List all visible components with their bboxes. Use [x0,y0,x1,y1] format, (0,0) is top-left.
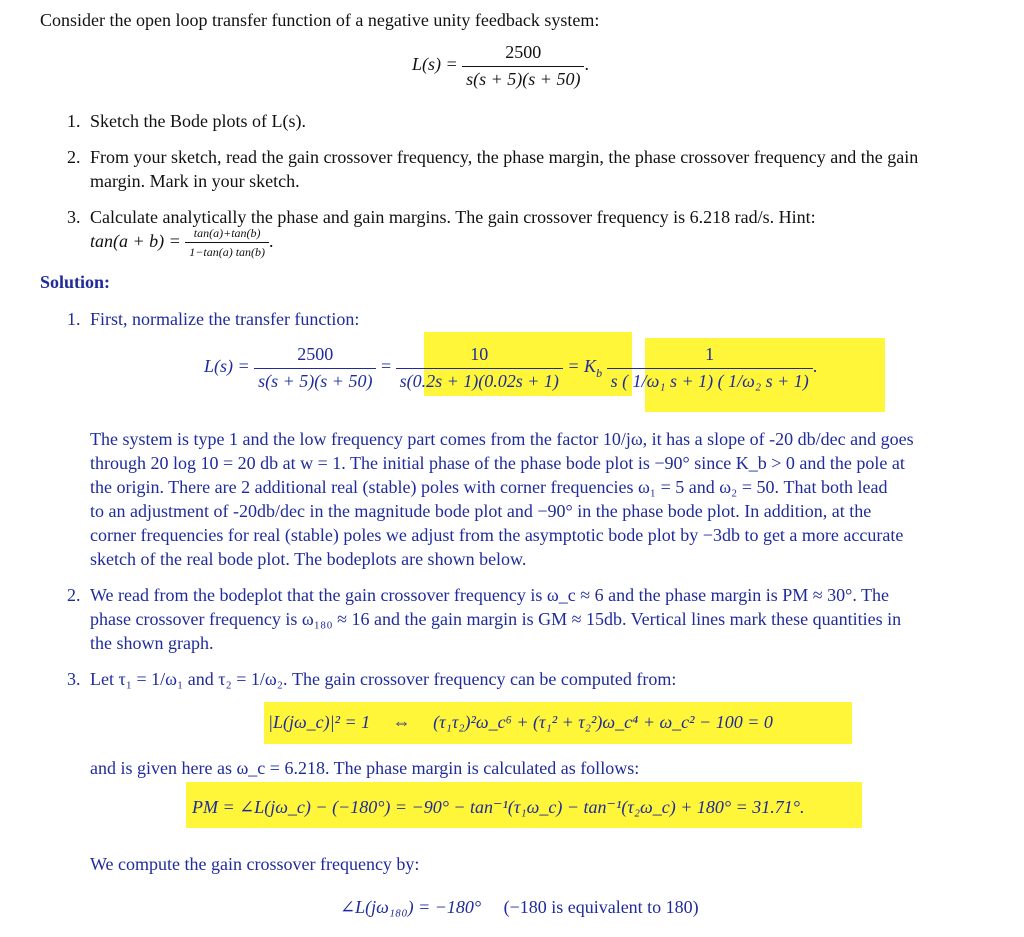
eq-L-tail: . [584,54,589,75]
eq-gc-rhs: (τ₁τ₂)²ω_c⁶ + (τ₁² + τ₂²)ω_c⁴ + ω_c² − 100 = 0 [433,712,773,732]
solution-heading: Solution: [40,272,111,292]
eq-norm-num2: 10 [470,344,489,364]
s3-text: Let τ₁ = 1/ω₁ and τ₂ = 1/ω₂. The gain crossover frequency can be computed from: [90,669,677,689]
q1-num: 1. [67,111,81,131]
q2-line1: From your sketch, read the gain crossover frequency, the phase margin, the phase crossover frequency and the gain [90,147,919,167]
eq-gc-iff: ⇔ [392,712,411,732]
eq-last-lhs: ∠L(jω₁₈₀) = −180° [340,897,482,917]
compute-text: We compute the gain crossover frequency by: [90,854,420,874]
q1-text: Sketch the Bode plots of L(s). [90,111,306,131]
s2-line: phase crossover frequency is ω₁₈₀ ≈ 16 and the gain margin is GM ≈ 15db. Vertical lines mark these quantities in [90,609,902,629]
s1-text: First, normalize the transfer function: [90,309,360,329]
eq-norm [204,344,817,392]
para1-line: through 20 log 10 = 20 db at w = 1. The initial phase of the phase bode plot is −90° since K_b > 0 and the pole at [90,453,905,473]
given-text: and is given here as ω_c = 6.218. The phase margin is calculated as follows: [90,758,640,778]
q3-hint-tail: . [269,231,274,252]
eq-L [412,42,589,90]
para1-line: to an adjustment of -20db/dec in the magnitude bode plot and −90° in the phase bode plot. In addition, at the [90,501,872,521]
q3-hint-num: tan(a)+tan(b) [193,226,261,240]
s2-line: We read from the bodeplot that the gain crossover frequency is ω_c ≈ 6 and the phase margin is PM ≈ 30°. The [90,585,889,605]
q3-hint-den: 1−tan(a) tan(b) [185,242,269,259]
s2-line: the shown graph. [90,633,214,653]
eq-gc-lhs: |L(jω_c)|² = 1 [268,712,371,732]
eq-norm-sub-b: b [596,365,603,380]
eq-norm-den1: s(s + 5)(s + 50) [254,368,376,393]
q2-line2: margin. Mark in your sketch. [90,171,300,191]
eq-norm-num3: 1 [705,344,715,364]
eq-last [340,897,699,919]
eq-pm: PM = ∠L(jω_c) − (−180°) = −90° − tan⁻¹(τ₁ω_c) − tan⁻¹(τ₂ω_c) + 180° = 31.71°. [192,797,805,817]
eq-L-den: s(s + 5)(s + 50) [462,66,584,91]
eq-L-lhs: L(s) = [412,54,458,75]
eq-norm-eq2: = [380,356,392,377]
q2-num: 2. [67,147,81,167]
eq-norm-den3: s ( 1/ω₁ s + 1) ( 1/ω₂ s + 1) [607,368,813,393]
eq-norm-tail: . [812,356,818,377]
q3-num: 3. [67,207,81,227]
eq-L-num: 2500 [505,42,542,62]
s3-num: 3. [67,669,81,689]
q3-hint-lhs: tan(a + b) = [90,231,181,252]
para1-line: corner frequencies for real (stable) poles we adjust from the asymptotic bode plot by −3db to get a more accurate [90,525,904,545]
eq-norm-eq3: = K [567,356,597,377]
eq-norm-den2: s(0.2s + 1)(0.02s + 1) [396,368,563,393]
eq-last-note: (−180 is equivalent to 180) [503,897,699,917]
para1-line: sketch of the real bode plot. The bodeplots are shown below. [90,549,527,569]
intro-text: Consider the open loop transfer function of a negative unity feedback system: [40,10,600,30]
eq-gc [268,712,773,734]
eq-norm-num1: 2500 [297,344,334,364]
eq-norm-lhs: L(s) = [204,356,250,377]
para1-line: The system is type 1 and the low frequency part comes from the factor 10/jω, it has a slope of -20 db/dec and goes [90,429,914,449]
para1-line: the origin. There are 2 additional real (stable) poles with corner frequencies ω₁ = 5 and ω₂ = 50. That both lead [90,477,888,497]
s1-num: 1. [67,309,81,329]
q3-line1: Calculate analytically the phase and gain margins. The gain crossover frequency is 6.218 rad/s. Hint: [90,207,816,227]
s2-num: 2. [67,585,81,605]
q3-hint [90,226,274,260]
